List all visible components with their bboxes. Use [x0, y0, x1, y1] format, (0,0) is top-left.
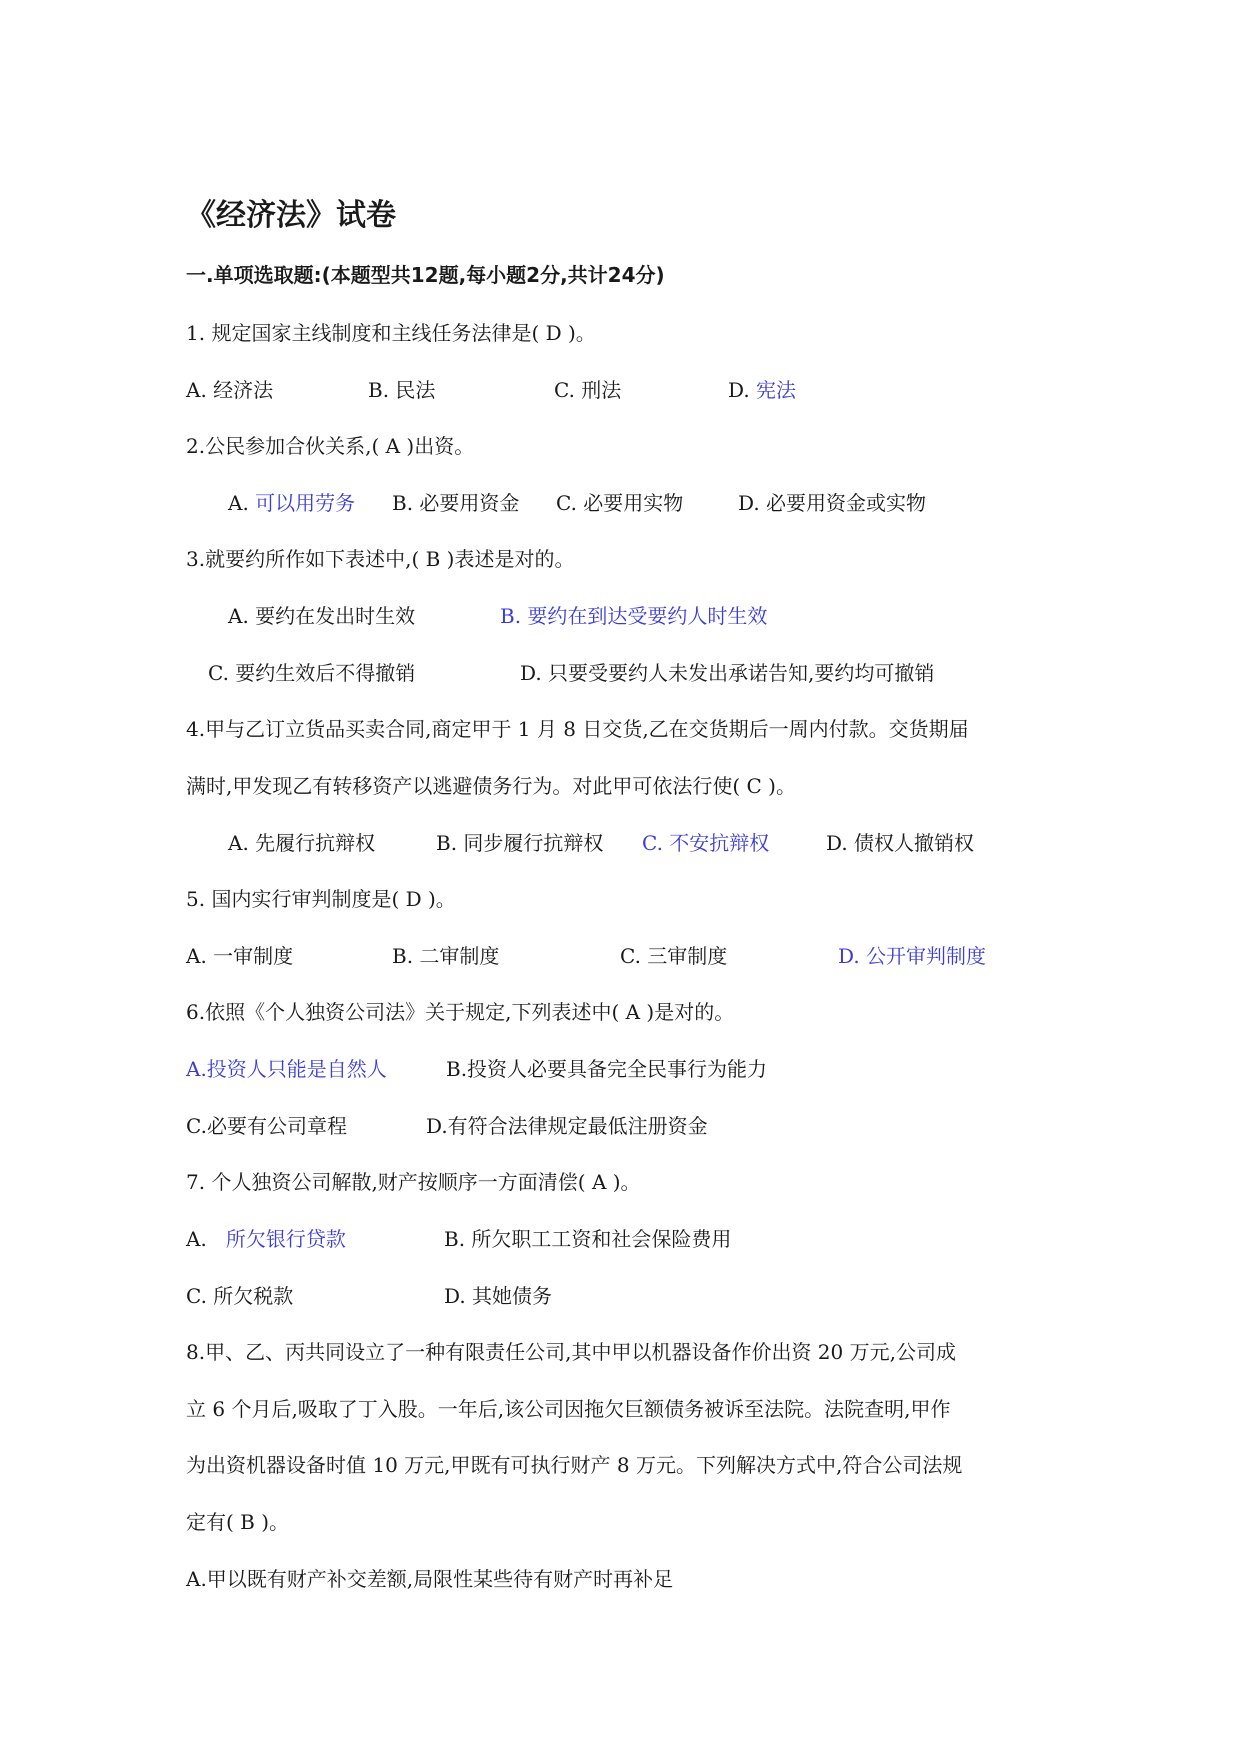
question-8-stem-line-3: 为出资机器设备时值 10 万元,甲既有可执行财产 8 万元。下列解决方式中,符合公司法规: [186, 1453, 963, 1477]
option-c: C. 要约生效后不得撤销: [208, 661, 416, 685]
option-a: A. 要约在发出时生效: [228, 604, 416, 628]
section-heading: 一.单项选取题:(本题型共12题,每小题2分,共计24分): [186, 263, 665, 287]
option-c: C. 刑法: [554, 378, 622, 402]
option-c: C.必要有公司章程: [186, 1114, 347, 1138]
question-7-options-2: [186, 1283, 1086, 1309]
option-b: B.投资人必要具备完全民事行为能力: [446, 1057, 768, 1081]
option-b: B. 必要用资金: [392, 491, 520, 515]
option-d: D. 必要用资金或实物: [738, 491, 927, 515]
correct-answer: 宪法: [756, 378, 797, 402]
question-8-stem-line-4: 定有( B )。: [186, 1510, 290, 1534]
option-label: D.: [728, 378, 750, 402]
page-title: 《经济法》试卷: [186, 198, 396, 233]
question-5-options: [186, 943, 1086, 969]
option-c: C. 所欠税款: [186, 1284, 294, 1308]
correct-answer: 所欠银行贷款: [225, 1227, 346, 1251]
question-7-options-1: [186, 1226, 1086, 1252]
question-6-stem: 6.依照《个人独资公司法》关于规定,下列表述中( A )是对的。: [186, 1000, 735, 1024]
option-d: [728, 377, 796, 403]
question-6-options-2: [186, 1113, 1086, 1139]
question-8-stem-line-1: 8.甲、乙、丙共同设立了一种有限责任公司,其中甲以机器设备作价出资 20 万元,公司成: [186, 1340, 956, 1364]
question-2-options: [228, 490, 1128, 516]
option-b: B. 民法: [368, 378, 436, 402]
option-a-correct: A.投资人只能是自然人: [186, 1057, 387, 1081]
option-a: A. 先履行抗辩权: [228, 831, 376, 855]
option-d: D. 债权人撤销权: [826, 831, 975, 855]
question-3-stem: 3.就要约所作如下表述中,( B )表述是对的。: [186, 547, 575, 571]
question-6-options-1: [186, 1056, 1086, 1082]
question-2-stem: 2.公民参加合伙关系,( A )出资。: [186, 434, 475, 458]
question-4-stem-line-1: 4.甲与乙订立货品买卖合同,商定甲于 1 月 8 日交货,乙在交货期后一周内付款。交货期届: [186, 717, 969, 741]
option-c: C. 三审制度: [620, 944, 728, 968]
option-b: B. 二审制度: [392, 944, 500, 968]
option-d-correct: D. 公开审判制度: [838, 944, 987, 968]
question-5-stem: 5. 国内实行审判制度是( D )。: [186, 887, 456, 911]
option-b: B. 所欠职工工资和社会保险费用: [444, 1227, 732, 1251]
option-a: [186, 1226, 346, 1252]
option-a: A. 一审制度: [186, 944, 294, 968]
option-b: B. 同步履行抗辩权: [436, 831, 604, 855]
option-c-correct: C. 不安抗辩权: [642, 831, 770, 855]
option-d: D.有符合法律规定最低注册资金: [426, 1114, 708, 1138]
question-1-stem: 1. 规定国家主线制度和主线任务法律是( D )。: [186, 321, 596, 345]
option-a: A. 经济法: [186, 378, 274, 402]
option-a: [228, 490, 355, 516]
option-label: A.: [228, 491, 249, 515]
question-7-stem: 7. 个人独资公司解散,财产按顺序一方面清偿( A )。: [186, 1170, 641, 1194]
option-d: D. 其她债务: [444, 1284, 553, 1308]
question-8-option-a: A.甲以既有财产补交差额,局限性某些待有财产时再补足: [186, 1567, 674, 1591]
question-4-stem-line-2: 满时,甲发现乙有转移资产以逃避债务行为。对此甲可依法行使( C )。: [186, 774, 796, 798]
option-label: A.: [186, 1227, 207, 1251]
option-b-correct: B. 要约在到达受要约人时生效: [500, 604, 768, 628]
question-4-options: [228, 830, 1128, 856]
option-c: C. 必要用实物: [556, 491, 684, 515]
question-1-options: [186, 377, 1086, 403]
question-3-options-2: [208, 660, 1108, 686]
question-8-stem-line-2: 立 6 个月后,吸取了丁入股。一年后,该公司因拖欠巨额债务被诉至法院。法院查明,甲作: [186, 1397, 951, 1421]
option-d: D. 只要受要约人未发出承诺告知,要约均可撤销: [520, 661, 935, 685]
correct-answer: 可以用劳务: [255, 491, 356, 515]
question-3-options-1: [228, 603, 1128, 629]
